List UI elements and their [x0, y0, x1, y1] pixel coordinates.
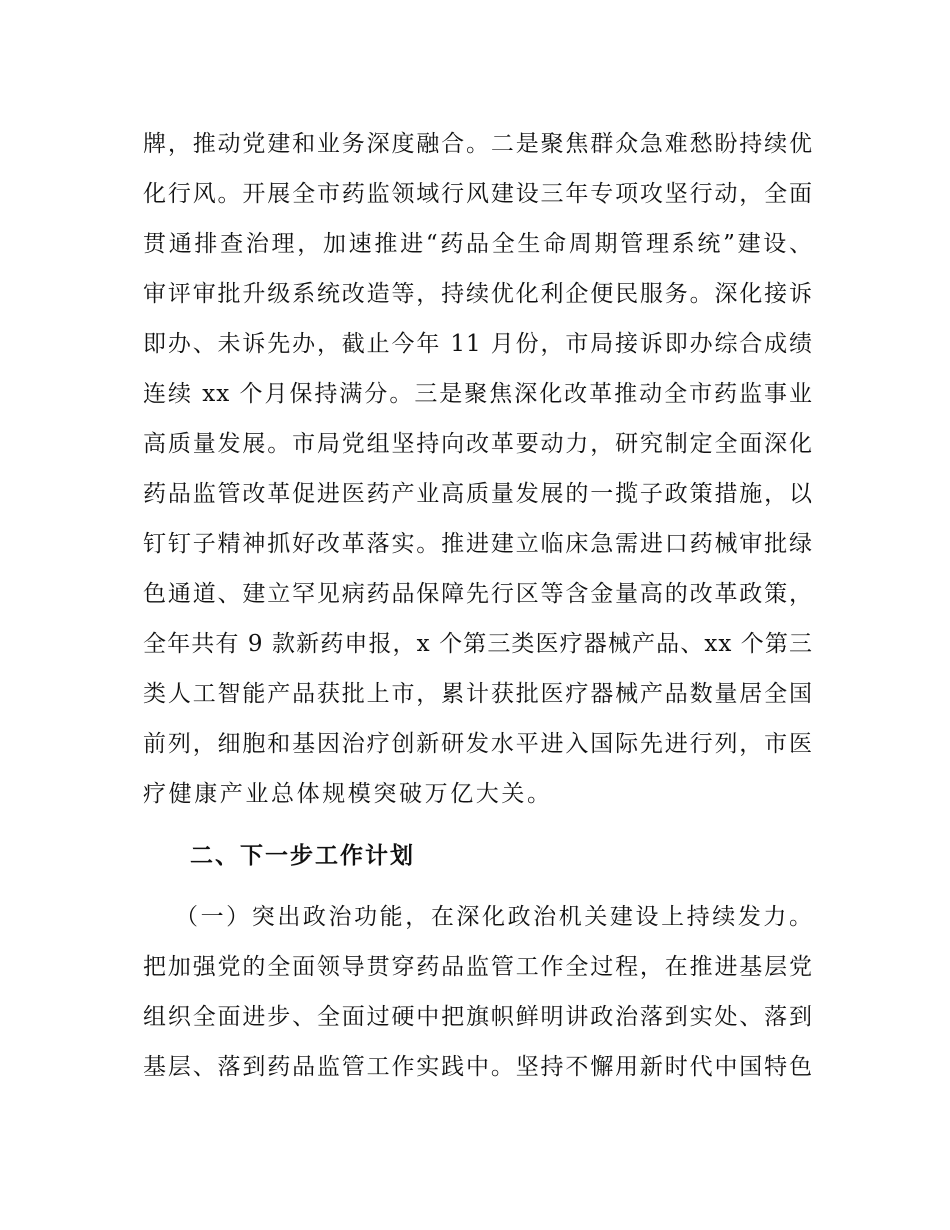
- text-line: 连续 xx 个月保持满分。三是聚焦深化改革推动全市药监事业: [143, 381, 813, 407]
- text-line: 贯通排查治理，加速推进“药品全生命周期管理系统”建设、: [143, 231, 813, 257]
- text-line: 高质量发展。市局党组坚持向改革要动力，研究制定全面深化: [143, 431, 813, 457]
- text-line: 疗健康产业总体规模突破万亿大关。: [143, 781, 553, 807]
- text-line: 化行风。开展全市药监领域行风建设三年专项攻坚行动，全面: [143, 181, 813, 207]
- text-line: 审评审批升级系统改造等，持续优化利企便民服务。深化接诉: [143, 281, 813, 307]
- text-line: 基层、落到药品监管工作实践中。坚持不懈用新时代中国特色: [143, 1054, 813, 1080]
- text-line: 全年共有 9 款新药申报，x 个第三类医疗器械产品、xx 个第三: [143, 631, 813, 657]
- text-line: （一）突出政治功能，在深化政治机关建设上持续发力。: [175, 904, 813, 930]
- text-line: 类人工智能产品获批上市，累计获批医疗器械产品数量居全国: [143, 681, 813, 707]
- text-line: 前列，细胞和基因治疗创新研发水平进入国际先进行列，市医: [143, 731, 813, 757]
- section-heading: 二、下一步工作计划: [190, 843, 415, 869]
- text-line: 即办、未诉先办，截止今年 11 月份，市局接诉即办综合成绩: [143, 331, 813, 357]
- text-line: 药品监管改革促进医药产业高质量发展的一揽子政策措施，以: [143, 481, 813, 507]
- text-line: 色通道、建立罕见病药品保障先行区等含金量高的改革政策，: [143, 581, 813, 607]
- text-line: 把加强党的全面领导贯穿药品监管工作全过程，在推进基层党: [143, 954, 813, 980]
- text-line: 组织全面进步、全面过硬中把旗帜鲜明讲政治落到实处、落到: [143, 1004, 813, 1030]
- text-line: 牌，推动党建和业务深度融合。二是聚焦群众急难愁盼持续优: [143, 131, 813, 157]
- text-line: 钉钉子精神抓好改革落实。推进建立临床急需进口药械审批绿: [143, 531, 813, 557]
